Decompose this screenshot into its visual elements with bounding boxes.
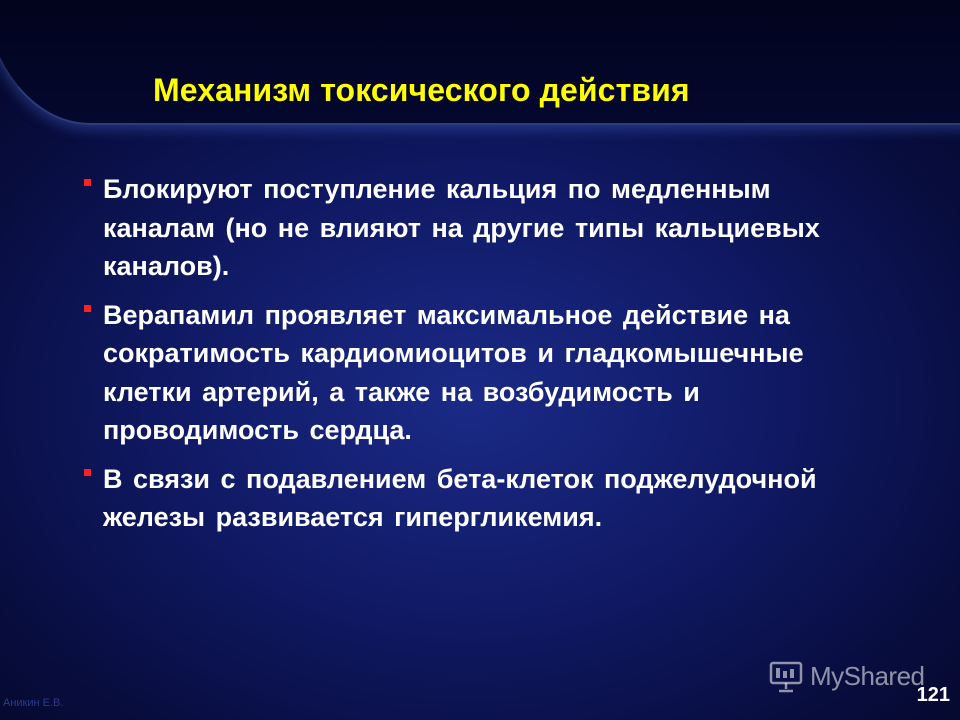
bullet-text: Блокируют поступление кальция по медленным каналам (но не влияют на другие типы кальциевых каналов). [103, 174, 820, 281]
bullet-item [84, 296, 884, 450]
bullet-text: В связи с подавлением бета-клеток поджелудочной железы развивается гипергликемия. [103, 463, 817, 532]
watermark-text: MyShared [810, 660, 925, 691]
bullet-text: Верапамил проявляет максимальное действие на сократимость кардиомиоцитов и гладкомышечные клетки артерий, а также на возбудимость и проводимость сердца. [103, 299, 804, 445]
bullet-list [84, 170, 884, 547]
author-footer: Аникин Е.В. [3, 697, 64, 709]
presentation-board-icon [768, 658, 804, 694]
slide-title: Механизм токсического действия [153, 72, 690, 108]
bullet-marker-icon [84, 305, 91, 312]
bullet-item [84, 170, 884, 286]
bullet-marker-icon [84, 179, 91, 186]
bullet-item [84, 460, 884, 537]
bullet-marker-icon [84, 469, 91, 476]
watermark [768, 656, 925, 696]
page-number: 121 [916, 684, 950, 706]
